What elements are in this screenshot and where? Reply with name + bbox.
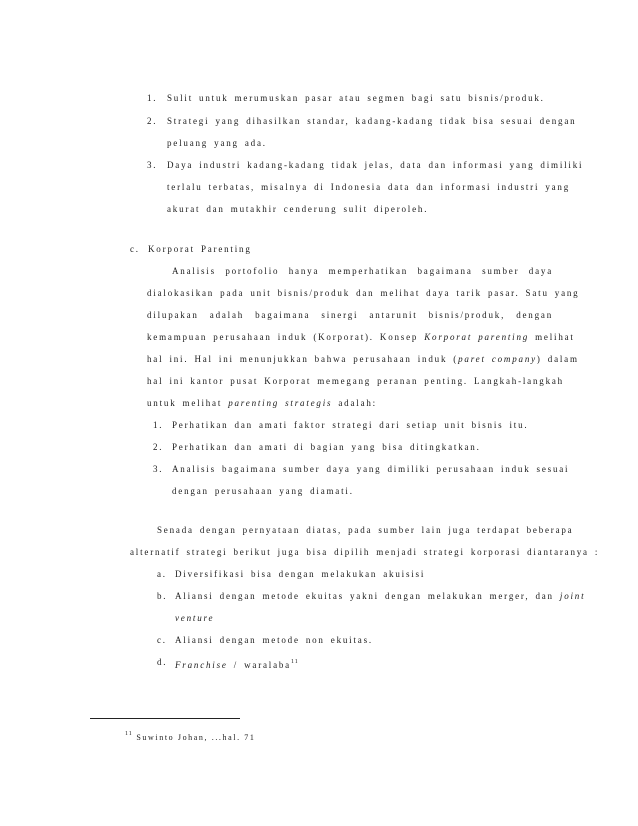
section-c-line-3: dilupakan adalah bagaimana sinergi antarunit bisnis/produk, dengan (147, 310, 553, 320)
parenting-strategis-term: parenting strategis (228, 398, 333, 408)
list3-marker-c: c. (157, 635, 167, 645)
list1-item-1-line-1: Sulit untuk merumuskan pasar atau segmen bagi satu bisnis/produk. (167, 93, 545, 103)
paragraph-2-line-2: alternatif strategi berikut juga bisa dipilih menjadi strategi korporasi diantaranya : (130, 547, 600, 557)
list3-item-d: Franchise / waralaba$^{11}$ (175, 659, 299, 670)
list2-number-1: 1. (153, 420, 164, 430)
list2-number-3: 3. (153, 464, 164, 474)
section-c-line-5: hal ini. Hal ini menunjukkan bahwa perusahaan induk (paret company) dalam (147, 354, 579, 364)
list2-item-3-line-1: Analisis bagaimana sumber daya yang dimiliki perusahaan induk sesuai (172, 464, 570, 474)
list3-marker-d: d. (157, 657, 168, 667)
section-c-line-4: kemampuan perusahaan induk (Korporat). Konsep Korporat parenting melihat (147, 332, 575, 342)
list3-item-c: Aliansi dengan metode non ekuitas. (175, 635, 373, 645)
list3-item-a: Diversifikasi bisa dengan melakukan akuisisi (175, 569, 426, 579)
footnote-divider (90, 718, 240, 719)
list1-number-1: 1. (147, 93, 158, 103)
list2-item-3-line-2: dengan perusahaan yang diamati. (172, 486, 354, 496)
franchise-term: Franchise (175, 660, 228, 670)
footnote-reference[interactable]: 11 (290, 659, 299, 665)
list2-number-2: 2. (153, 442, 164, 452)
joint-term: joint (559, 591, 586, 601)
section-c-heading: Korporat Parenting (148, 244, 252, 254)
list1-number-2: 2. (147, 116, 158, 126)
list3-item-b-line-2 (175, 612, 214, 624)
list2-item-2: Perhatikan dan amati di bagian yang bisa ditingkatkan. (172, 442, 481, 452)
paret-company-term: paret company (458, 354, 537, 364)
korporat-parenting-term: Korporat parenting (424, 332, 530, 342)
section-c-line-1: Analisis portofolio hanya memperhatikan bagaimana sumber daya (172, 266, 553, 276)
footnote (125, 728, 256, 744)
list1-item-2-line-1: Strategi yang dihasilkan standar, kadang-kadang tidak bisa sesuai dengan (167, 116, 577, 126)
section-c-line-2: dialokasikan pada unit bisnis/produk dan melihat daya tarik pasar. Satu yang (147, 288, 580, 298)
list2-item-1: Perhatikan dan amati faktor strategi dari setiap unit bisnis itu. (172, 420, 529, 430)
list3-marker-b: b. (157, 591, 168, 601)
footnote-mark: 11 (125, 731, 133, 737)
section-c-line-6: hal ini kantor pusat Korporat memegang peranan penting. Langkah-langkah (147, 376, 564, 386)
section-c-line-7: untuk melihat parenting strategis adalah: (147, 398, 377, 408)
section-c-marker: c. (130, 244, 140, 254)
list1-number-3: 3. (147, 160, 158, 170)
list1-item-3-line-3: akurat dan mutakhir cenderung sulit diperoleh. (167, 204, 429, 214)
list3-marker-a: a. (157, 569, 167, 579)
list1-item-3-line-1: Daya industri kadang-kadang tidak jelas, data dan informasi yang dimiliki (167, 160, 584, 170)
list3-item-b-line-1: Aliansi dengan metode ekuitas yakni dengan melakukan merger, dan joint (175, 591, 586, 601)
paragraph-2-line-1: Senada dengan pernyataan diatas, pada sumber lain juga terdapat beberapa (157, 525, 574, 535)
list1-item-3-line-2: terlalu terbatas, misalnya di Indonesia data dan informasi industri yang (167, 182, 571, 192)
footnote-text: Suwinto Johan, ...hal. 71 (132, 733, 256, 742)
venture-term: venture (175, 613, 215, 623)
list1-item-2-line-2: peluang yang ada. (167, 138, 267, 148)
